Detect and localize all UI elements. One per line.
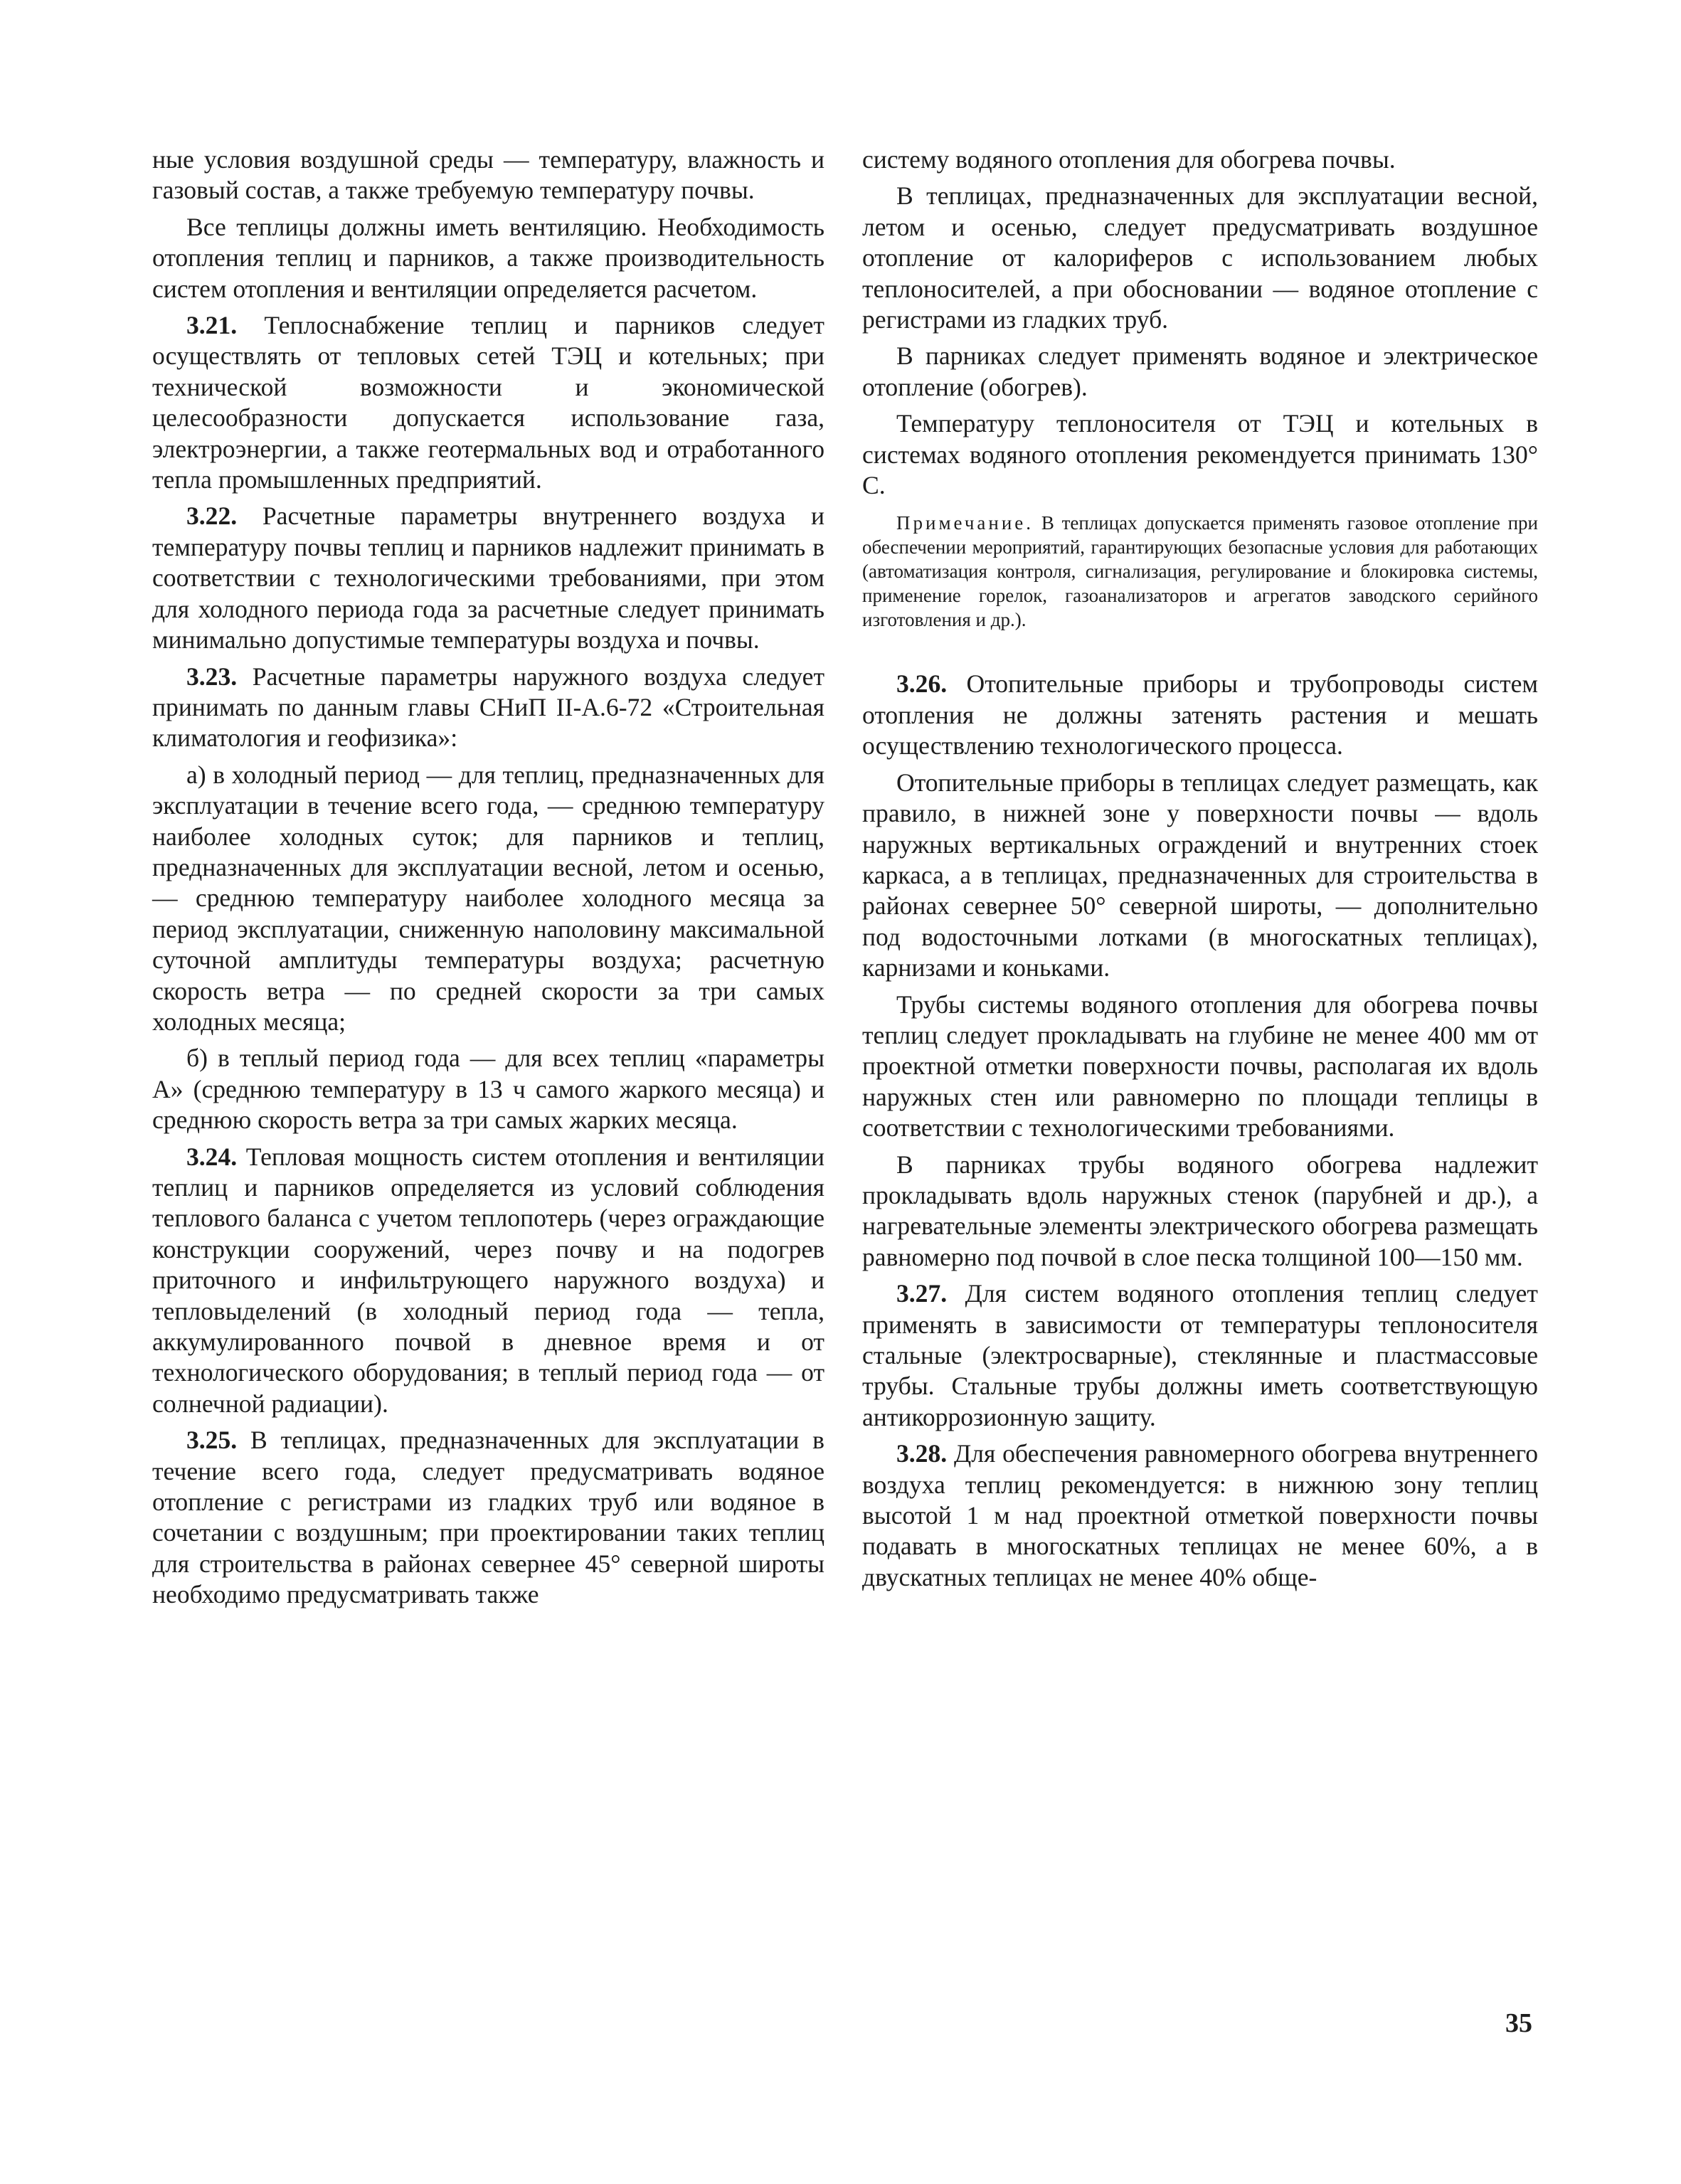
paragraph: В парниках следует применять водяное и электрическое отопление (обогрев).: [862, 341, 1538, 401]
note-label: Примечание.: [896, 512, 1034, 534]
paragraph: Отопительные приборы в теплицах следует размещать, как правило, в нижней зоне у поверхности почвы — вдоль наружных вертикальных ограждений и внутренних стоек каркаса, а в теплицах, предназначенных для строительства в районах севернее 50° северной широты, — дополнительно под водосточными лотками (в многоскатных теплицах), карнизами и коньками.: [862, 768, 1538, 982]
note: [862, 511, 1538, 632]
clause-number: 3.26.: [896, 669, 948, 699]
note-text: В теплицах допускается применять газовое отопление при обеспечении мероприятий, гарантирующих безопасные условия для работающих (автоматизация контроля, сигнализация, регулирование и блокировка системы, применение горелок, газоанализаторов и агрегатов заводского серийного изготовления и др.).: [862, 512, 1538, 631]
list-item-a: а) в холодный период — для теплиц, предназначенных для эксплуатации в течение всего года, — среднюю температуру наиболее холодных суток; для парников и теплиц, предназначенных для эксплуатации весной, летом и осенью, — среднюю температуру наиболее холодного месяца за период эксплуатации, сниженную наполовину максимальной суточной амплитуды температуры воздуха; расчетную скорость ветра — по средней скорости за три самых холодных месяца;: [152, 760, 824, 1036]
clause-3-28: 3.28. Для обеспечения равномерного обогрева внутреннего воздуха теплиц рекомендуется: в нижнюю зону теплиц высотой 1 м над проектной отметкой поверхности почвы подавать в многоскатных теплицах не менее 60%, а в двускатных теплицах не менее 40% обще-: [862, 1439, 1538, 1591]
clause-3-23: 3.23. Расчетные параметры наружного воздуха следует принимать по данным главы СНиП II-А.6-72 «Строительная климатология и геофизика»:: [152, 662, 825, 753]
clause-number: 3.27.: [896, 1279, 948, 1308]
clause-number: 3.23.: [186, 662, 238, 691]
clause-number: 3.24.: [186, 1142, 238, 1171]
paragraph: систему водяного отопления для обогрева почвы.: [862, 145, 1396, 174]
clause-3-22: 3.22. Расчетные параметры внутреннего воздуха и температуру почвы теплиц и парников надлежит принимать в соответствии с технологическими требованиями, при этом для холодного периода года за расчетные следует принимать минимально допустимые температуры воздуха и почвы.: [152, 502, 824, 654]
paragraph: Температуру теплоносителя от ТЭЦ и котельных в системах водяного отопления рекомендуется принимать 130° С.: [862, 409, 1538, 500]
clause-3-26: 3.26. Отопительные приборы и трубопроводы систем отопления не должны затенять растения и мешать осуществлению технологического процесса.: [862, 669, 1538, 760]
page-number: 35: [1505, 2008, 1532, 2038]
clause-number: 3.22.: [186, 502, 238, 531]
clause-number: 3.25.: [186, 1426, 238, 1455]
paragraph: В теплицах, предназначенных для эксплуатации весной, летом и осенью, следует предусматривать воздушное отопление от калориферов с использованием любых теплоносителей, а при обосновании — водяное отопление с регистрами из гладких труб.: [862, 181, 1538, 334]
clause-3-21: 3.21. Теплоснабжение теплиц и парников следует осуществлять от тепловых сетей ТЭЦ и котельных; при технической возможности и экономической целесообразности допускается использование газа, электроэнергии, а также геотермальных вод и отработанного тепла промышленных предприятий.: [152, 311, 824, 494]
paragraph: ные условия воздушной среды — температуру, влажность и газовый состав, а также требуемую температуру почвы.: [152, 145, 824, 205]
clause-3-24: 3.24. Тепловая мощность систем отопления и вентиляции теплиц и парников определяется из условий соблюдения теплового баланса с учетом теплопотерь (через ограждающие конструкции сооружений, через почву и на подогрев приточного и инфильтрующего наружного воздуха) и тепловыделений (в холодный период года — тепла, аккумулированного почвой в дневное время и от технологического оборудования; в теплый период года — от солнечной радиации).: [152, 1142, 824, 1418]
right-column: [862, 144, 1538, 1599]
left-column: [152, 144, 824, 1616]
clause-number: 3.28.: [896, 1439, 948, 1468]
clause-3-27: 3.27. Для систем водяного отопления теплиц следует применять в зависимости от температуры теплоносителя стальные (электросварные), стеклянные и пластмассовые трубы. Стальные трубы должны иметь соответствующую антикоррозионную защиту.: [862, 1279, 1538, 1431]
clause-3-25: 3.25. В теплицах, предназначенных для эксплуатации в течение всего года, следует предусматривать водяное отопление с регистрами из гладких труб или водяное в сочетании с воздушным; при проектировании таких теплиц для строительства в районах севернее 45° северной широты необходимо предусматривать также: [152, 1426, 824, 1609]
paragraph: В парниках трубы водяного обогрева надлежит прокладывать вдоль наружных стенок (парубней и др.), а нагревательные элементы электрического обогрева размещать равномерно под почвой в слое песка толщиной 100—150 мм.: [862, 1150, 1538, 1271]
list-item-b: б) в теплый период года — для всех теплиц «параметры А» (среднюю температуру в 13 ч самого жаркого месяца) и среднюю скорость ветра за три самых жарких месяца.: [152, 1044, 824, 1135]
paragraph: Все теплицы должны иметь вентиляцию. Необходимость отопления теплиц и парников, а также производительность систем отопления и вентиляции определяется расчетом.: [152, 212, 824, 303]
clause-number: 3.21.: [186, 311, 238, 340]
paragraph: Трубы системы водяного отопления для обогрева почвы теплиц следует прокладывать на глубине не менее 400 мм от проектной отметки поверхности почвы, располагая их вдоль наружных стен или равномерно по площади теплицы в соответствии с технологическими требованиями.: [862, 990, 1538, 1143]
